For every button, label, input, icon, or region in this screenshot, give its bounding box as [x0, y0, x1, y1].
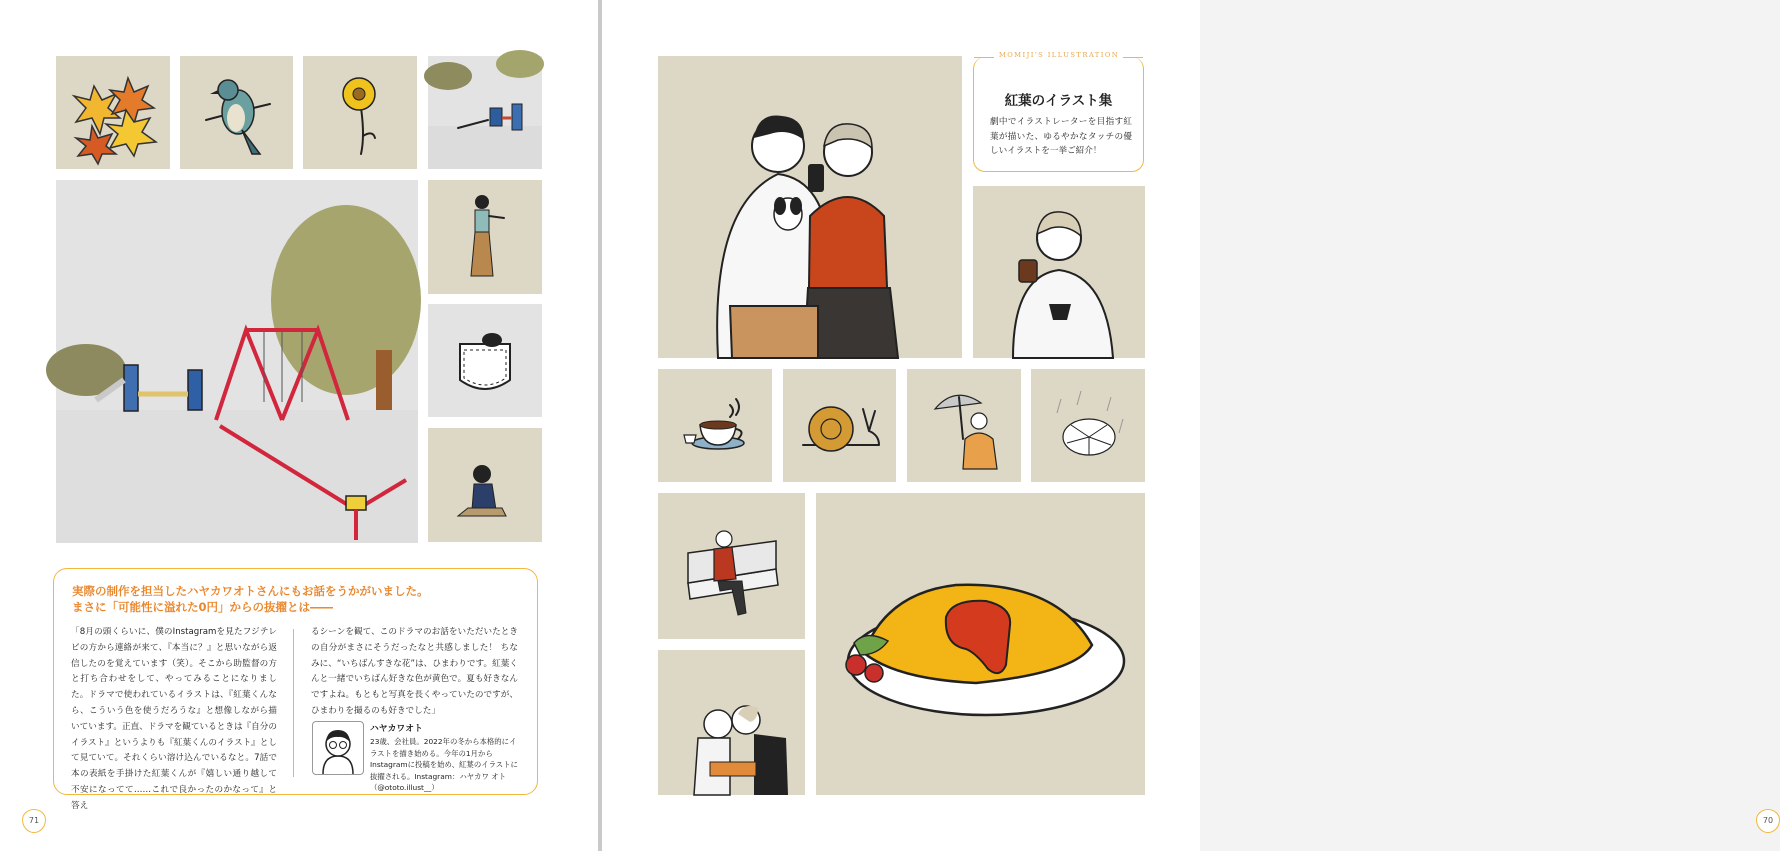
- sunflower-illustration: [303, 56, 417, 169]
- omurice-illustration: [816, 493, 1145, 795]
- woman-watering-illustration: [428, 180, 542, 294]
- lead-line-1: 実際の制作を担当したハヤカワオトさんにもお話をうかがいました。: [72, 584, 429, 598]
- sitting-man-illustration: [428, 428, 542, 542]
- column-divider: [293, 629, 294, 777]
- couple-at-table-illustration: [658, 650, 805, 795]
- snail-illustration: [783, 369, 896, 482]
- closed-umbrella-illustration: [1031, 369, 1145, 482]
- interview-lead: [72, 583, 522, 615]
- man-on-bench-illustration: [658, 493, 805, 639]
- playground-small-illustration: [428, 56, 542, 169]
- playground-swing-illustration: [56, 180, 418, 543]
- feature-tag: MOMIJI'S ILLUSTRATION: [998, 51, 1120, 59]
- right-page: [602, 0, 1774, 851]
- lead-line-2: まさに「可能性に溢れた0円」からの抜擢とは――: [72, 600, 333, 614]
- author-avatar-icon: [312, 721, 364, 775]
- coffee-cup-illustration: [658, 369, 772, 482]
- page-number-left: 71: [22, 809, 46, 833]
- feature-box: [973, 51, 1144, 172]
- umbrella-person-illustration: [907, 369, 1021, 482]
- left-page: [0, 0, 598, 851]
- couple-phone-illustration: [658, 56, 962, 358]
- man-drinking-illustration: [973, 186, 1145, 358]
- interview-column-1: 「8月の頭くらいに、僕のInstagramを見たフジテレビの方から連絡が来て、『本当に？』と思いながら返信したのを覚えています（笑）。そこから助監督の方と打ち合わせをして、やってみることになりました。ドラマで使われているイラストは、『紅葉くんなら、こういう色を使うだろうな』と想像しながら描いています。正直、ドラマを観ているときは『自分のイラスト』というよりも『紅葉くんのイラスト』として見ていて。それくらい溶け込んでいるなと。7話で本の表紙を手掛けた紅葉くんが『嬉しい通り越して不安になってて……これで良かったのかなって』と答え: [71, 627, 277, 811]
- feature-title: 紅葉のイラスト集: [1004, 93, 1113, 109]
- author-name: ハヤカワオト: [370, 724, 423, 734]
- interview-box: [53, 568, 538, 811]
- pocket-illustration: [428, 304, 542, 417]
- author-bio: 23歳、会社員。2022年の冬から本格的にイラストを描き始める。今年の1月からInstagramに投稿を始め、紅葉のイラストに抜擢される。Instagram：ハヤカワ オト（@ototo.illust__）: [370, 737, 518, 792]
- page-number-right: 70: [1756, 809, 1780, 833]
- interview-column-2: るシーンを観て、このドラマのお話をいただいたときの自分がまさにそうだったなと共感しました！ ちなみに、“いちばんすきな花”は、ひまわりです。紅葉くんと一緒でいちばん好きな色が黄色で。夏も好きなんですよね。もともと写真を長くやっていたのですが、ひまわりを撮るのも好きでした」: [311, 627, 518, 716]
- maple-leaves-illustration: [56, 56, 170, 169]
- feature-description: 劇中でイラストレーターを目指す紅葉が描いた、ゆるやかなタッチの優しいイラストを一挙ご紹介！: [990, 117, 1132, 156]
- blue-jay-illustration: [180, 56, 293, 169]
